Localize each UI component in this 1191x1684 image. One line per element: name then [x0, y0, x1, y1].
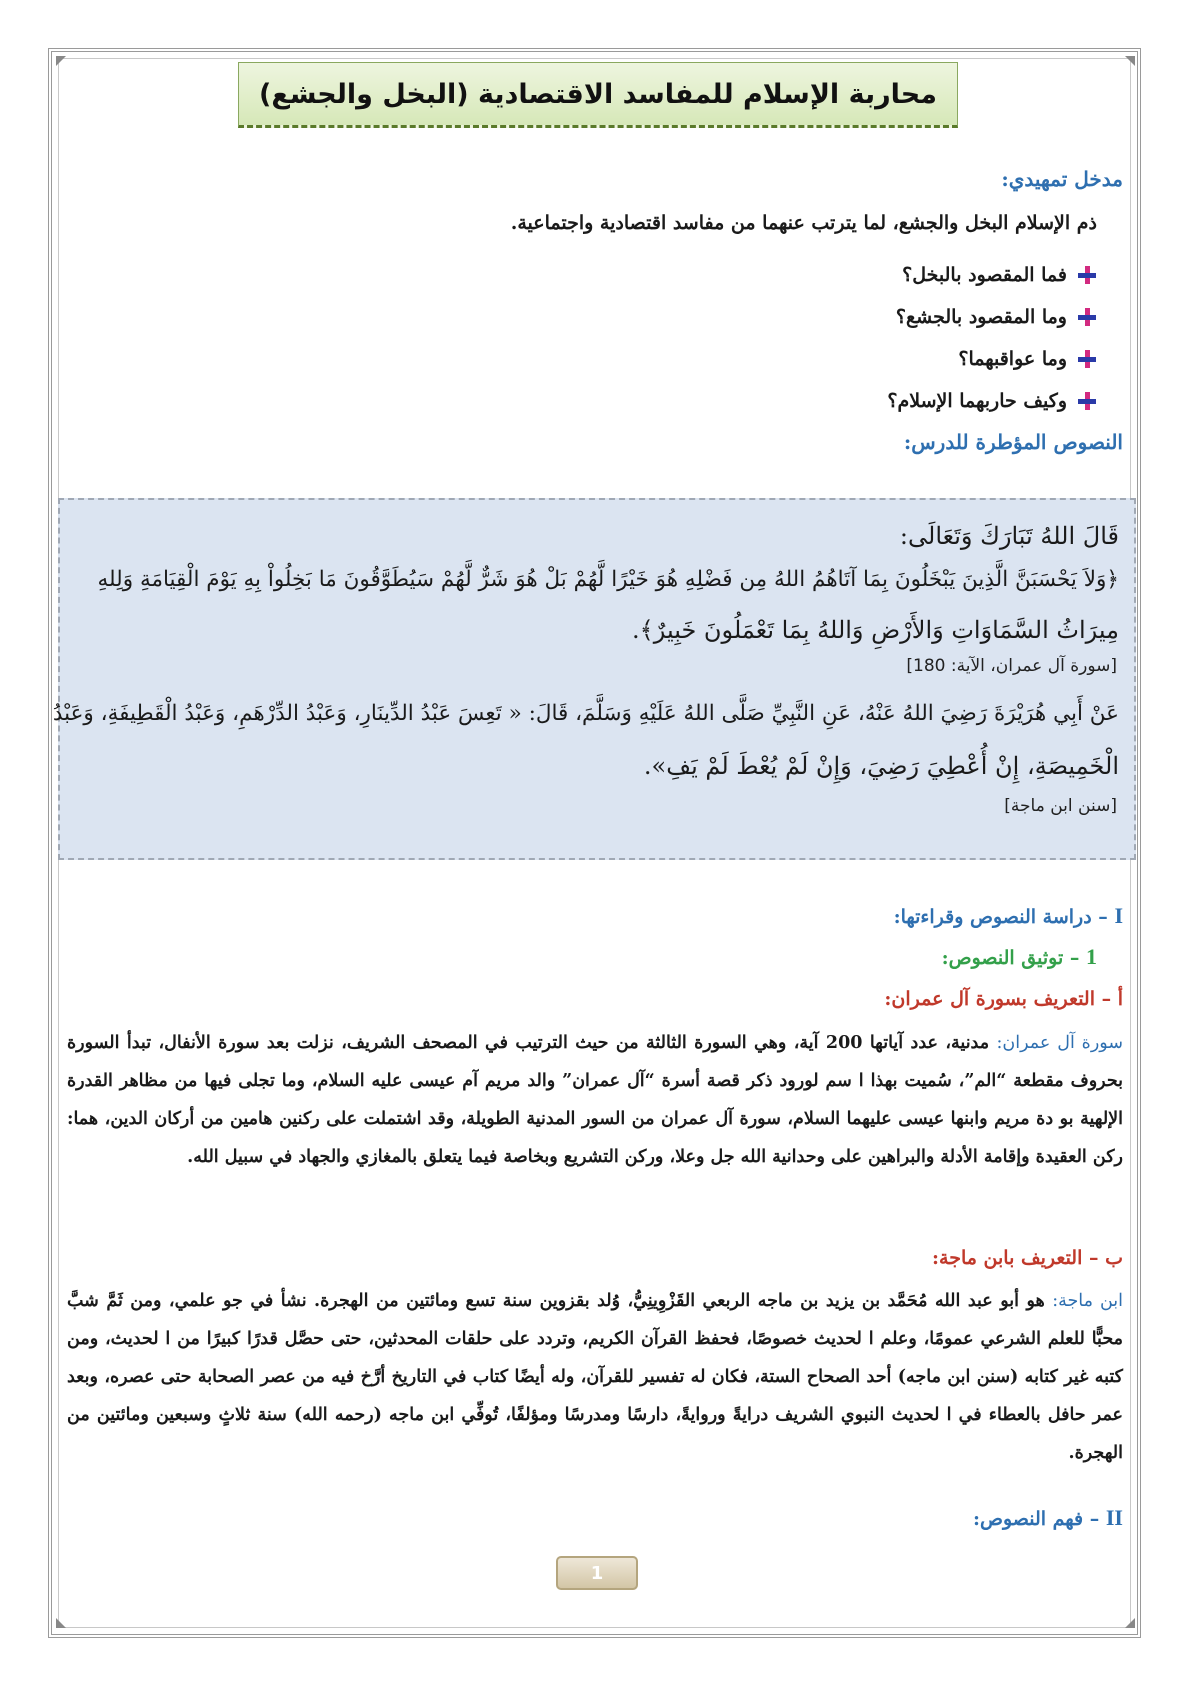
- question-text: وكيف حاربهما الإسلام؟: [887, 390, 1067, 412]
- subsection-1-number: 1: [1086, 944, 1097, 969]
- hadith-line-1: عَنْ أَبِي هُرَيْرَةَ رَضِيَ اللهُ عَنْهُ، عَنِ النَّبِيِّ صَلَّى اللهُ عَلَيْهِ وَسَلَّمَ، قَالَ: « تَعِسَ عَبْدُ الدِّينَارِ، وَعَبْدُ الدِّرْهَمِ، وَعَبْدُ الْقَطِيفَةِ، وَعَبْدُ: [52, 701, 1119, 726]
- section-2-number: II: [1105, 1505, 1123, 1530]
- corner-ornament: [1125, 56, 1135, 66]
- question-text: فما المقصود بالبخل؟: [902, 264, 1067, 286]
- lesson-title: محاربة الإسلام للمفاسد الاقتصادية (البخل والجشع): [259, 78, 937, 110]
- ibn-majah-paragraph: [67, 1282, 1123, 1472]
- verse-intro: قَالَ اللهُ تَبَارَكَ وَتَعَالَى:: [899, 522, 1119, 550]
- plus-bullet-icon: [1077, 349, 1097, 369]
- surah-intro-paragraph: [67, 1024, 1123, 1176]
- ibn-majah-lead: ابن ماجة:: [1052, 1291, 1124, 1311]
- subsection-1-title: – توثيق النصوص:: [941, 947, 1086, 969]
- hadith-reference: [سنن ابن ماجة]: [1004, 796, 1117, 816]
- section-2-title: – فهم النصوص:: [972, 1508, 1106, 1530]
- verse-reference: [سورة آل عمران، الآية: 180]: [906, 656, 1117, 676]
- lesson-title-box: [238, 62, 958, 128]
- intro-heading: مدخل تمهيدي:: [1001, 167, 1123, 191]
- surah-intro-lead: سورة آل عمران:: [996, 1033, 1123, 1053]
- question-text: وما المقصود بالجشع؟: [895, 306, 1067, 328]
- verse-line-1: ﴿وَلاَ يَحْسَبَنَّ الَّذِينَ يَبْخَلُونَ بِمَا آتَاهُمُ اللهُ مِن فَضْلِهِ هُوَ خَيْرًا لَّهُمْ بَلْ هُوَ شَرٌّ لَّهُمْ سَيُطَوَّقُونَ مَا بَخِلُواْ بِهِ يَوْمَ الْقِيَامَةِ وَلِلهِ: [97, 567, 1119, 592]
- question-list: [887, 254, 1097, 422]
- question-text: وما عواقبهما؟: [958, 348, 1067, 370]
- corner-ornament: [1125, 1618, 1135, 1628]
- intro-statement: ذم الإسلام البخل والجشع، لما يترتب عنهما من مفاسد اقتصادية واجتماعية.: [510, 212, 1097, 234]
- page-number: 1: [590, 1562, 604, 1584]
- corner-ornament: [56, 56, 66, 66]
- hadith-line-2: الْخَمِيصَةِ، إِنْ أُعْطِيَ رَضِيَ، وَإِنْ لَمْ يُعْطَ لَمْ يَفِ».: [643, 752, 1119, 780]
- page-number-badge: [556, 1556, 638, 1590]
- section-1-number: I: [1114, 903, 1123, 928]
- plus-bullet-icon: [1077, 307, 1097, 327]
- surah-intro-text: مدنية، عدد آياتها 200 آية، وهي السورة الثالثة من حيث الترتيب في المصحف الشريف، نزلت بعد سورة الأنفال، تبدأ السورة بحروف مقطعة “الم”، سُميت بهذا ا سم لورود ذكر قصة أسرة “آل عمران” والد مريم آم عيسى عليه السلام، وما تجلى فيها من مظاهر القدرة الإلهية بو دة مريم وابنها عيسى عليهما السلام، سورة آل عمران من السور المدنية الطويلة، وقد اشتملت على ركنين هامين من أركان الدين، هما: ركن العقيدة وإقامة الأدلة والبراهين على وحدانية الله جل وعلا، وركن التشريع وبخاصة فيما يتعلق بالمغازي والجهاد في سبيل الله.: [67, 1033, 1123, 1167]
- plus-bullet-icon: [1077, 265, 1097, 285]
- section-1-heading: [894, 903, 1123, 929]
- plus-bullet-icon: [1077, 391, 1097, 411]
- question-item: [887, 296, 1097, 338]
- texts-heading: النصوص المؤطرة للدرس:: [903, 430, 1123, 454]
- verse-line-2: مِيرَاثُ السَّمَاوَاتِ وَالأَرْضِ وَاللهُ بِمَا تَعْمَلُونَ خَبِيرٌ﴾.: [632, 616, 1119, 644]
- ibn-majah-heading: ب – التعريف بابن ماجة:: [932, 1247, 1123, 1269]
- section-2-heading: [973, 1505, 1123, 1531]
- section-1-title: – دراسة النصوص وقراءتها:: [893, 906, 1115, 928]
- corner-ornament: [56, 1618, 66, 1628]
- question-item: [887, 380, 1097, 422]
- question-item: [887, 338, 1097, 380]
- surah-intro-heading: أ – التعريف بسورة آل عمران:: [884, 988, 1123, 1010]
- ibn-majah-text: هو أبو عبد الله مُحَمَّد بن يزيد بن ماجه الربعي القَزْوِينِيُّ، وُلد بقزوين سنة تسع ومائتين من الهجرة. نشأ في جو علمي، ومن ثَمَّ شبَّ محبًّا للعلم الشرعي عمومًا، وعلم ا لحديث خصوصًا، فحفظ القرآن الكريم، وتردد على حلقات المحدثين، حتى حصَّل قدرًا كبيرًا من ا لحديث، ومن كتبه غير كتابه (سنن ابن ماجه) أحد الصحاح الستة، فكان له تفسير للقرآن، وله أيضًا كتاب في التاريخ أرَّخ فيه من عصر الصحابة حتى عصره، وبعد عمر حافل بالعطاء في ا لحديث النبوي الشريف درايةً وروايةً، دارسًا ومدرسًا ومؤلفًا، تُوفِّي ابن ماجه (رحمه الله) سنة ثلاثٍ وسبعين ومائتين من الهجرة.: [67, 1291, 1123, 1463]
- subsection-1-heading: [942, 944, 1097, 970]
- question-item: [887, 254, 1097, 296]
